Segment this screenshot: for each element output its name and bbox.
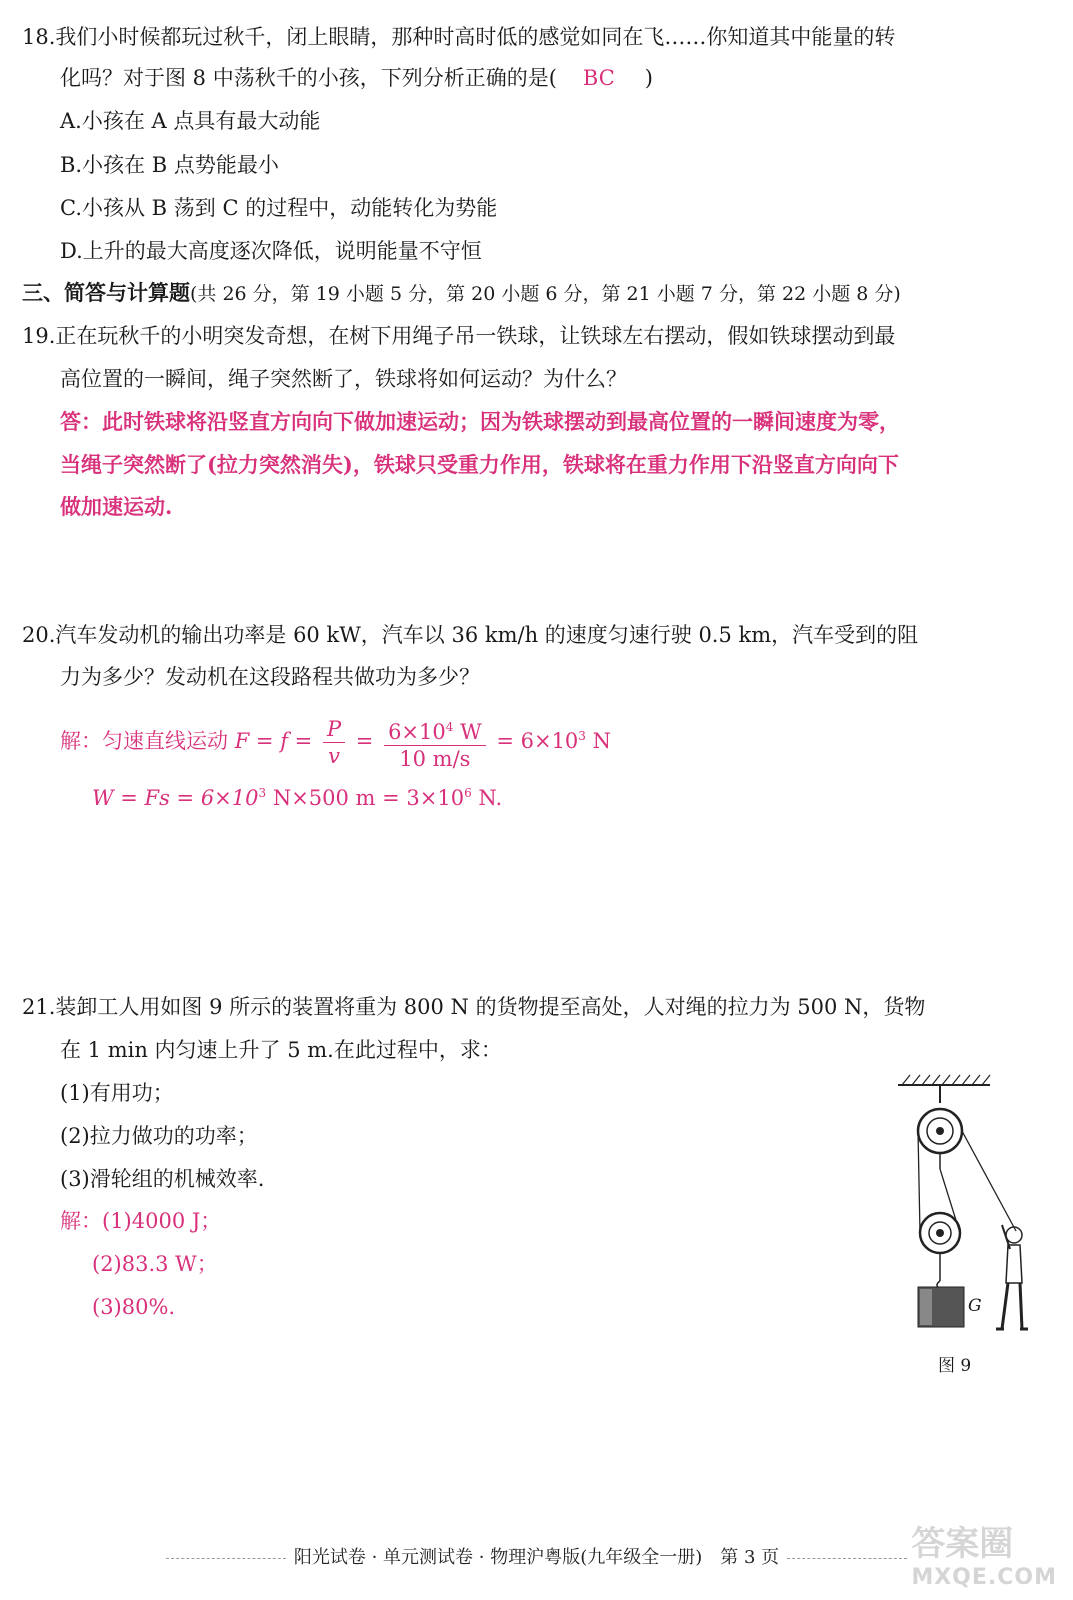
q20-result-1-unit: N <box>585 729 611 753</box>
q21-solution-1: 解：(1)4000 J； <box>60 1209 222 1233</box>
figure-weight-label: G <box>968 1296 982 1316</box>
q20-work-exp-2: 6 <box>464 786 472 800</box>
watermark-text: 答案圈 <box>911 1524 1014 1564</box>
footer-dash-left <box>166 1558 286 1559</box>
q18-stem: 化吗？对于图 8 中荡秋千的小孩，下列分析正确的是( <box>60 66 557 90</box>
q18-option-c: C.小孩从 B 荡到 C 的过程中，动能转化为势能 <box>60 196 498 220</box>
q18-option-a: A.小孩在 A 点具有最大动能 <box>60 109 321 133</box>
q21-line-1: 21.装卸工人用如图 9 所示的装置将重为 800 N 的货物提至高处，人对绳的拉力为 500 N，货物 <box>22 995 926 1019</box>
q19-line-1: 19.正在玩秋千的小明突发奇想，在树下用绳子吊一铁球，让铁球左右摆动，假如铁球摆动到最 <box>22 324 896 348</box>
q20-fraction-p-over-v <box>323 716 345 769</box>
q20-frac1-numerator: P <box>323 716 345 743</box>
q21-solution-3: (3)80%. <box>92 1295 176 1319</box>
q20-frac2-denominator: 10 m/s <box>399 746 471 771</box>
q20-result-1-exp: 3 <box>578 729 586 743</box>
q20-frac2-num-base: 6×10 <box>388 719 446 744</box>
q19-line-2: 高位置的一瞬间，绳子突然断了，铁球将如何运动？为什么？ <box>60 367 627 391</box>
q20-frac2-num-unit: W <box>453 719 482 744</box>
q21-part-3: (3)滑轮组的机械效率. <box>60 1167 265 1191</box>
section-3-note: (共 26 分，第 19 小题 5 分，第 20 小题 6 分，第 21 小题 7 分，第 22 小题 8 分) <box>190 283 901 305</box>
section-3-header <box>22 278 901 309</box>
footer-text: 阳光试卷 · 单元测试卷 · 物理沪粤版(九年级全一册) 第 3 页 <box>293 1547 780 1568</box>
q18-option-d: D.上升的最大高度逐次降低，说明能量不守恒 <box>60 239 482 263</box>
q18-close-paren: ) <box>644 66 653 90</box>
pulley-diagram <box>898 1073 1038 1373</box>
q20-solution-prefix: 解：匀速直线运动 <box>60 729 228 753</box>
q20-work-eq-end: N. <box>471 786 503 810</box>
q18-answer: BC <box>582 66 615 90</box>
q18-line-1: 18.我们小时候都玩过秋千，闭上眼睛，那种时高时低的感觉如同在飞……你知道其中能量的转 <box>22 25 896 49</box>
q20-result-1 <box>496 729 611 753</box>
q20-equals: = <box>355 729 374 753</box>
q21-line-2: 在 1 min 内匀速上升了 5 m.在此过程中，求： <box>60 1038 502 1062</box>
q20-frac1-denominator: v <box>328 744 340 768</box>
figure-caption: 图 9 <box>938 1356 972 1376</box>
q20-frac2-num-exp: 4 <box>445 719 454 734</box>
q20-work-eq-mid: N×500 m = 3×10 <box>266 786 465 810</box>
q20-solution-line-2 <box>92 778 502 813</box>
q21-part-2: (2)拉力做功的功率； <box>60 1124 258 1148</box>
q20-fraction-power-over-speed <box>384 714 486 772</box>
q20-force-eq: F = f = <box>234 729 313 753</box>
section-3-title: 三、简答与计算题 <box>22 280 190 305</box>
footer-dash-right <box>787 1558 907 1559</box>
q20-line-2: 力为多少？发动机在这段路程共做功为多少？ <box>60 665 480 689</box>
watermark-logo <box>911 1516 1057 1590</box>
q20-frac2-numerator <box>384 714 486 746</box>
q18-option-b: B.小孩在 B 点势能最小 <box>60 153 279 177</box>
q19-answer-line-3: 做加速运动. <box>60 494 173 519</box>
figure-9 <box>898 1073 1038 1378</box>
q20-result-1-base: = 6×10 <box>496 729 579 753</box>
q20-work-exp-1: 3 <box>258 786 267 800</box>
q21-solution-2: (2)83.3 W； <box>92 1252 218 1276</box>
q19-answer-line-2: 当绳子突然断了(拉力突然消失)，铁球只受重力作用，铁球将在重力作用下沿竖直方向向下 <box>60 452 899 477</box>
q20-solution-line-1 <box>60 708 611 772</box>
watermark-url: MXQE.COM <box>911 1565 1057 1590</box>
q21-part-1: (1)有用功； <box>60 1081 174 1105</box>
q20-line-1: 20.汽车发动机的输出功率是 60 kW，汽车以 36 km/h 的速度匀速行驶 0.5 km，汽车受到的阻 <box>22 623 919 647</box>
q18-line-2 <box>60 63 653 93</box>
q20-work-eq-start: W = Fs = 6×10 <box>92 786 259 810</box>
q19-answer-line-1: 答：此时铁球将沿竖直方向向下做加速运动；因为铁球摆动到最高位置的一瞬间速度为零， <box>60 409 900 434</box>
